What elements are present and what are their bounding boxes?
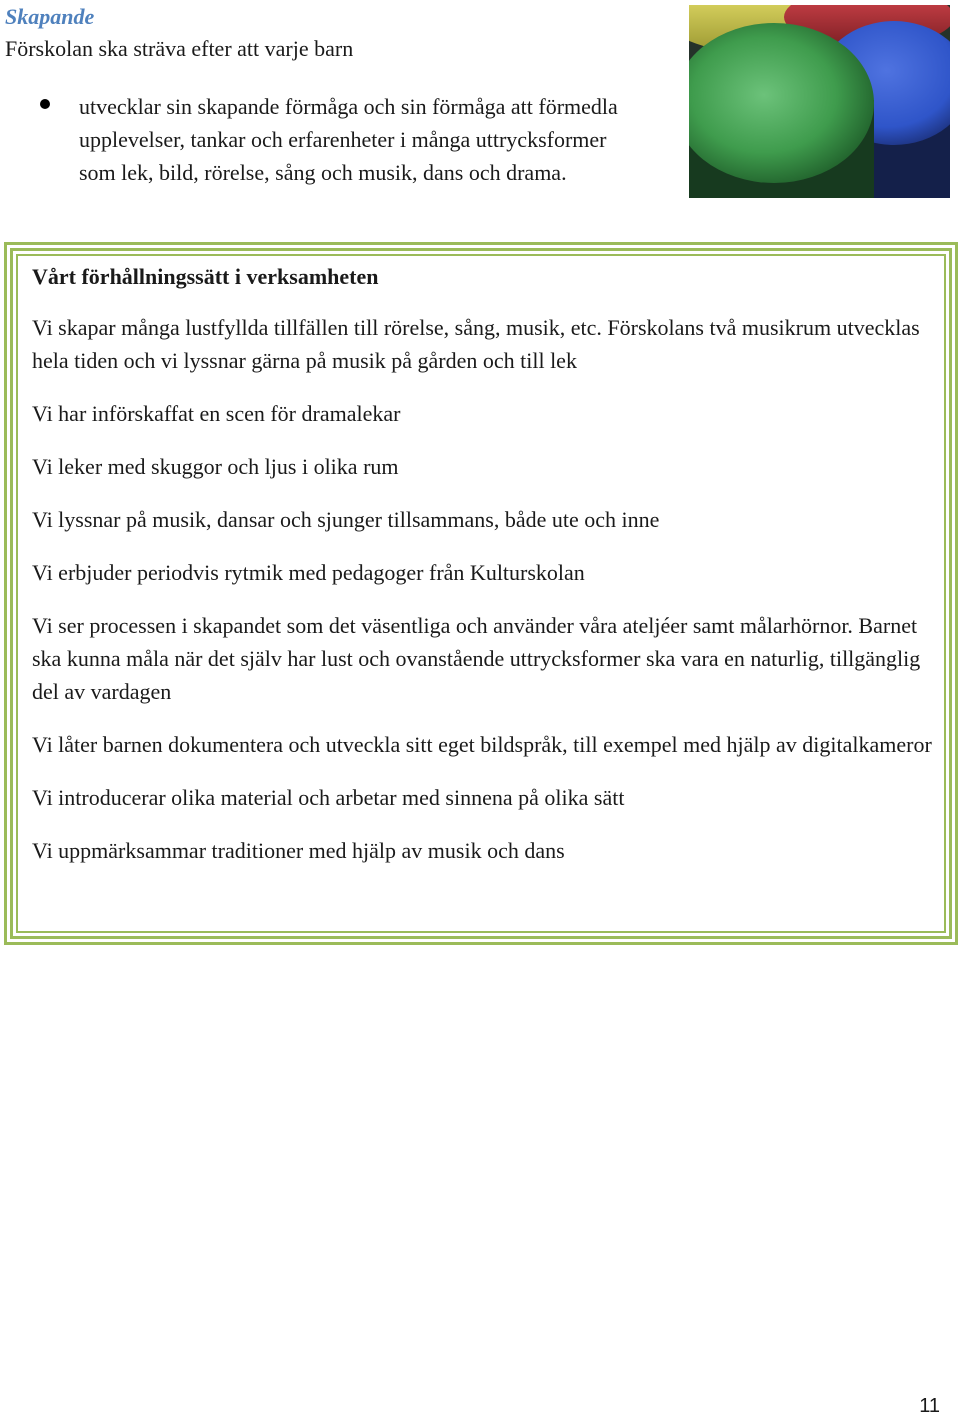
paint-pucks-photo <box>689 5 950 198</box>
approach-paragraph: Vi uppmärksammar traditioner med hjälp av musik och dans <box>32 838 565 863</box>
approach-paragraph: Vi har införskaffat en scen för dramalekar <box>32 401 401 426</box>
approach-box-title: Vårt förhållningssätt i verksamheten <box>32 264 379 289</box>
goal-bullet-text: utvecklar sin skapande förmåga och sin förmåga att förmedla upplevelser, tankar och erfarenheter i många uttrycksformer som lek, bild, rörelse, sång och musik, dans och drama. <box>79 94 618 185</box>
approach-paragraph: Vi skapar många lustfyllda tillfällen till rörelse, sång, musik, etc. Förskolans två musikrum utvecklas hela tiden och vi lyssnar gärna på musik på gården och till lek <box>32 315 920 373</box>
page-number: 11 <box>919 1395 940 1417</box>
goal-bullet-item <box>0 90 640 189</box>
approach-paragraph: Vi leker med skuggor och ljus i olika rum <box>32 454 399 479</box>
approach-paragraph: Vi erbjuder periodvis rytmik med pedagoger från Kulturskolan <box>32 560 585 585</box>
approach-box <box>32 262 932 887</box>
paint-pucks-image <box>689 5 950 198</box>
approach-paragraph: Vi låter barnen dokumentera och utveckla sitt eget bildspråk, till exempel med hjälp av digitalkameror <box>32 732 932 757</box>
bullet-icon <box>40 99 50 109</box>
section-heading: Skapande <box>5 4 95 29</box>
approach-paragraph: Vi introducerar olika material och arbetar med sinnena på olika sätt <box>32 785 625 810</box>
approach-paragraph: Vi lyssnar på musik, dansar och sjunger tillsammans, både ute och inne <box>32 507 660 532</box>
section-intro: Förskolan ska sträva efter att varje barn <box>5 36 354 61</box>
approach-paragraph: Vi ser processen i skapandet som det väsentliga och använder våra ateljéer samt målarhörnor. Barnet ska kunna måla när det själv har lust och ovanstående uttrycksformer ska vara en naturlig, tillgänglig del av vardagen <box>32 613 921 704</box>
goal-bullet-list <box>0 90 640 189</box>
